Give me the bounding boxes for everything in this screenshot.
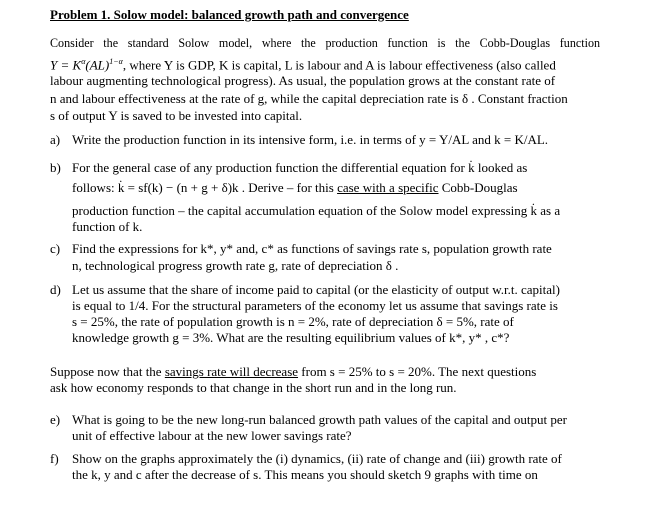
item-a-line-1: Write the production function in its intensive form, i.e. in terms of y = Y/AL and k = K/AL. [72,132,549,147]
item-d-line-4: knowledge growth g = 3%. What are the resulting equilibrium values of k*, y* , c*? [72,330,510,345]
item-c-marker: c) [50,241,61,256]
item-b-marker: b) [50,160,61,175]
one-minus-alpha-exponent: 1−α [109,57,123,66]
item-b-line-3: production function – the capital accumulation equation of the Solow model expressing k̇ as a [72,203,561,218]
item-c-line-1: Find the expressions for k*, y* and, c* as functions of savings rate s, population growth rate [72,241,552,256]
item-e-line-1: What is going to be the new long-run balanced growth path values of the capital and output per [72,412,567,427]
item-b-line-2b: Cobb-Douglas [441,180,518,195]
item-d-line-3: s = 25%, the rate of population growth is n = 2%, rate of depreciation δ = 5%, rate of [72,314,514,329]
suppose-line-2: ask how economy responds to that change in the short run and in the long run. [50,380,457,395]
item-e-line-2: unit of effective labour at the new lower savings rate? [72,428,352,443]
item-d-marker: d) [50,282,61,297]
suppose-line-1b: from s = 25% to s = 20%. The next questions [301,364,537,379]
intro-text-1: Consider the standard Solow model, where the production function is the Cobb-Douglas function [50,35,601,50]
item-c-line-2: n, technological progress growth rate g, rate of depreciation δ . [72,258,399,273]
production-formula-start: Y = K [50,57,82,73]
item-b-line-2a: follows: k̇ = sf(k) − (n + g + δ)k . Derive – for this [72,180,334,195]
suppose-line-1 [50,364,536,380]
item-b-line-1: For the general case of any production function the differential equation for k̇ looked as [72,160,528,175]
intro-text-3: labour augmenting technological progress). As usual, the population grows at the constant rate of [50,73,556,88]
suppose-line-1a: Suppose now that the [50,364,162,379]
intro-line-4 [50,91,568,107]
intro-text-4: n and labour effectiveness at the rate of g, while the capital depreciation rate is δ . Constant fraction [50,91,568,106]
intro-line-2 [50,54,556,73]
item-b-line-2 [72,180,518,196]
item-f-marker: f) [50,451,59,466]
item-d-line-2: is equal to 1/4. For the structural parameters of the economy let us assume that savings rate is [72,298,558,313]
item-f-line-1: Show on the graphs approximately the (i) dynamics, (ii) rate of change and (iii) growth rate of [72,451,562,466]
item-a-marker: a) [50,132,61,147]
item-f-line-2: the k, y and c after the decrease of s. This means you should sketch 9 graphs with time on [72,467,538,482]
alpha-exponent: α [81,57,86,66]
item-d-line-1: Let us assume that the share of income paid to capital (or the elasticity of output w.r.t. capital) [72,282,560,297]
intro-text-5: s of output Y is saved to be invested into capital. [50,108,303,123]
problem-title: Problem 1. Solow model: balanced growth path and convergence [50,7,409,22]
intro-line-1 [50,35,600,51]
intro-text-2: , where Y is GDP, K is capital, L is labour and A is labour effectiveness (also called [122,57,556,73]
intro-line-3 [50,73,555,89]
production-formula-mid: (AL) [85,57,110,73]
suppose-line-1-underlined: savings rate will decrease [164,364,299,379]
item-e-marker: e) [50,412,61,427]
intro-line-5 [50,108,302,124]
item-b-line-4: function of k. [72,219,143,234]
item-b-line-2-underlined: case with a specific [337,180,439,195]
